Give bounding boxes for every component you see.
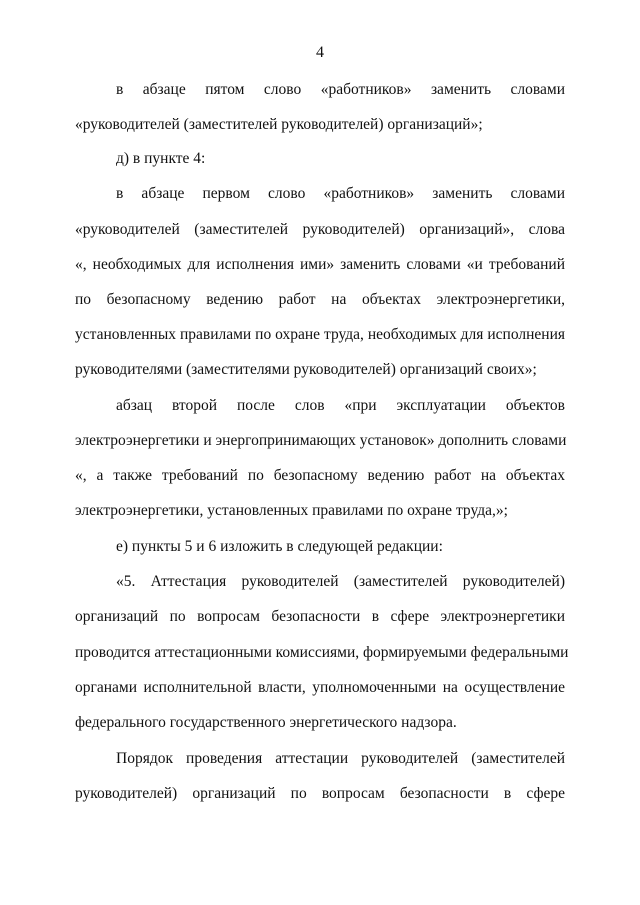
text-line: «, необходимых для исполнения ими» заменить словами «и требований [75, 256, 565, 273]
text-line: «руководителей (заместителей руководителей) организаций»; [75, 116, 483, 133]
text-line: «5. Аттестация руководителей (заместителей руководителей) [116, 573, 565, 590]
text-line: в абзаце первом слово «работников» заменить словами [116, 185, 565, 202]
text-line: «руководителей (заместителей руководителей) организаций», слова [75, 221, 565, 238]
text-line: федерального государственного энергетического надзора. [75, 714, 457, 731]
text-line: «, а также требований по безопасному ведению работ на объектах [75, 467, 565, 484]
text-line: абзац второй после слов «при эксплуатации объектов [116, 397, 565, 414]
text-line: е) пункты 5 и 6 изложить в следующей редакции: [116, 538, 443, 555]
text-line: проводится аттестационными комиссиями, формируемыми федеральными [75, 644, 569, 661]
text-line: в абзаце пятом слово «работников» заменить словами [116, 81, 565, 98]
text-line: д) в пункте 4: [116, 150, 206, 167]
text-line: Порядок проведения аттестации руководителей (заместителей [116, 750, 565, 767]
text-line: руководителей) организаций по вопросам безопасности в сфере [75, 785, 565, 802]
text-line: руководителями (заместителями руководителей) организаций своих»; [75, 361, 537, 378]
page-number: 4 [316, 44, 324, 61]
text-line: органами исполнительной власти, уполномоченными на осуществление [75, 679, 565, 696]
text-line: организаций по вопросам безопасности в сфере электроэнергетики [75, 608, 565, 625]
text-line: электроэнергетики, установленных правилами по охране труда,»; [75, 502, 508, 519]
text-line: по безопасному ведению работ на объектах электроэнергетики, [75, 291, 565, 308]
text-line: электроэнергетики и энергопринимающих установок» дополнить словами [75, 432, 567, 449]
text-line: установленных правилами по охране труда, необходимых для исполнения [75, 326, 565, 343]
